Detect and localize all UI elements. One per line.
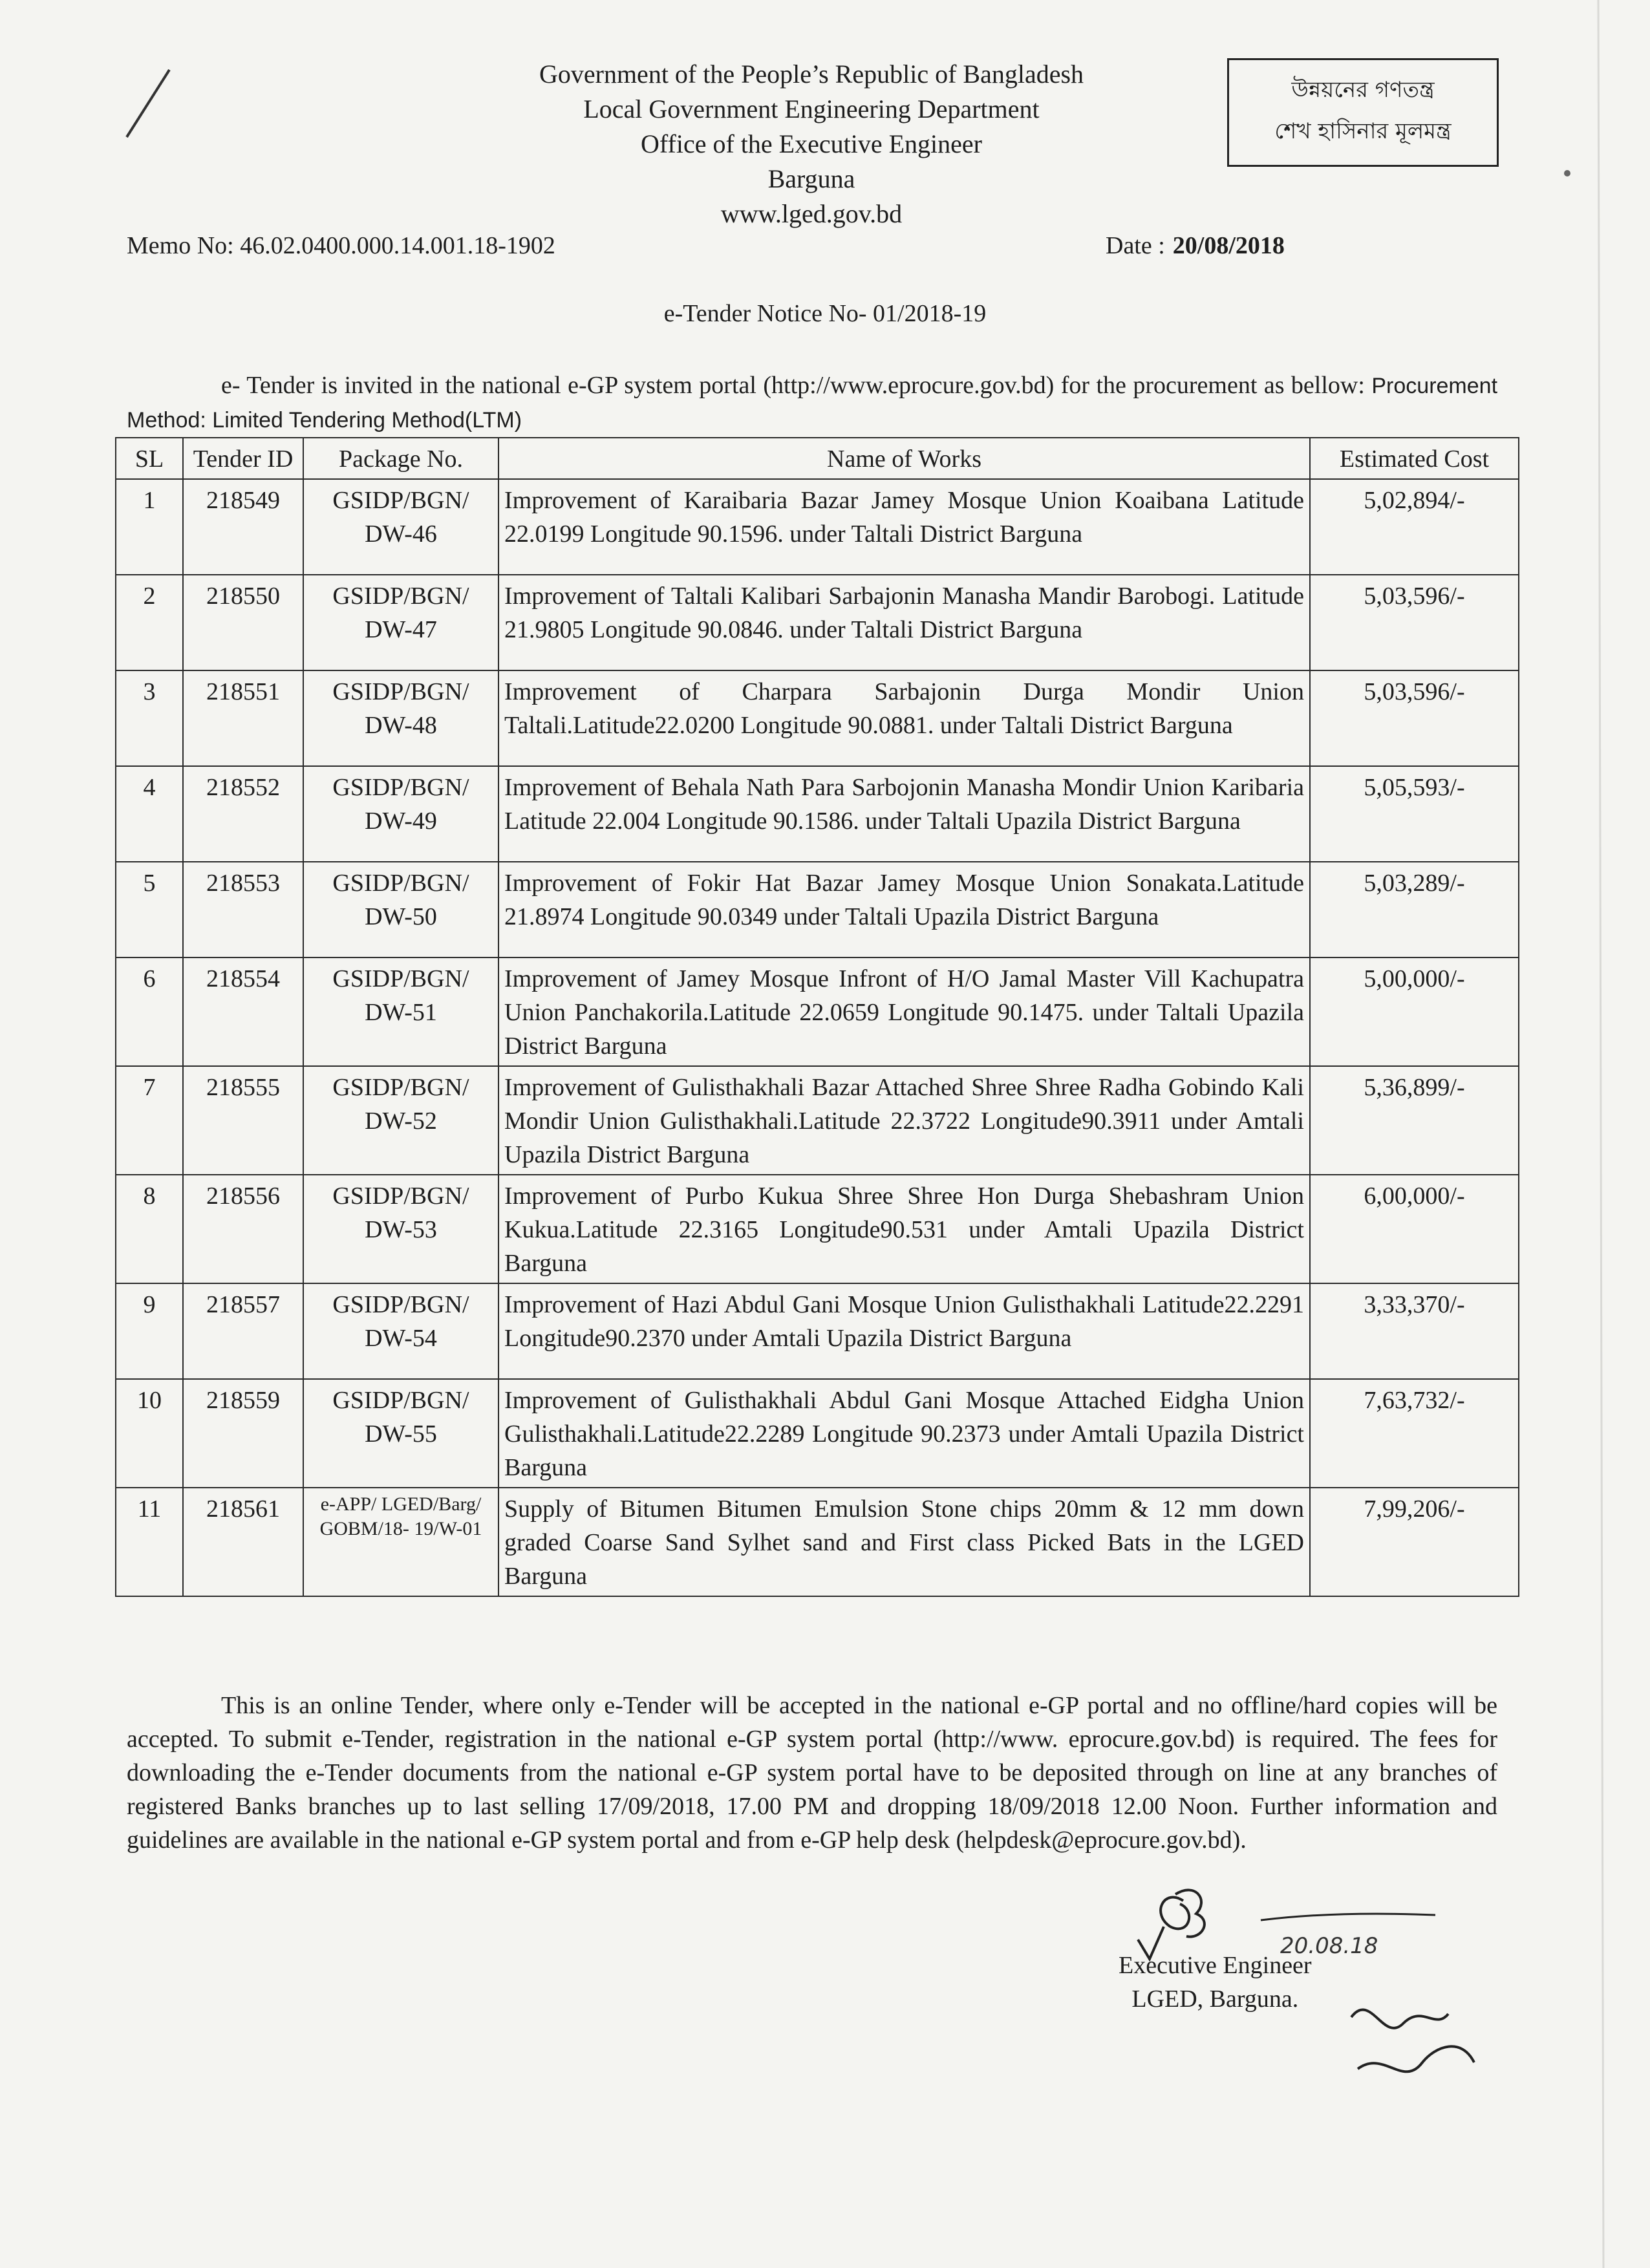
cell-work-name: Improvement of Jamey Mosque Infront of H/O Jamal Master Vill Kachupatra Union Panchakorila.Latitude 22.0659 Longitude 90.1475. under Taltali Upazila District Barguna: [498, 957, 1310, 1066]
table-row: [116, 479, 1519, 575]
cell-work-name: Improvement of Karaibaria Bazar Jamey Mosque Union Koaibana Latitude 22.0199 Longitude 90.1596. under Taltali District Barguna: [498, 479, 1310, 575]
table-row: [116, 670, 1519, 766]
cell-tender-id: 218550: [183, 575, 303, 670]
cell-tender-id: 218557: [183, 1283, 303, 1379]
procurement-method: Procurement Method: Limited Tendering Method(LTM): [127, 374, 1498, 433]
date-label: Date :: [1106, 232, 1165, 259]
cell-package: GSIDP/BGN/ DW-52: [303, 1066, 498, 1175]
col-header-cost: Estimated Cost: [1310, 438, 1519, 479]
table-row: [116, 1066, 1519, 1175]
date-value: 20/08/2018: [1172, 232, 1285, 259]
table-row: [116, 1488, 1519, 1596]
cell-package: GSIDP/BGN/ DW-49: [303, 766, 498, 862]
cell-cost: 5,36,899/-: [1310, 1066, 1519, 1175]
cell-work-name: Improvement of Gulisthakhali Abdul Gani Mosque Attached Eidgha Union Gulisthakhali.Latitude22.2289 Longitude 90.2373 under Amtali Upazila District Barguna: [498, 1379, 1310, 1488]
cell-package: GSIDP/BGN/ DW-53: [303, 1175, 498, 1283]
cell-package: e-APP/ LGED/Barg/ GOBM/18- 19/W-01: [303, 1488, 498, 1596]
letterhead: [388, 57, 1235, 231]
cell-sl: 11: [116, 1488, 183, 1596]
website-link[interactable]: www.lged.gov.bd: [720, 199, 903, 228]
table-row: [116, 1379, 1519, 1488]
punch-dot: [1564, 170, 1570, 177]
cell-work-name: Improvement of Hazi Abdul Gani Mosque Union Gulisthakhali Latitude22.2291 Longitude90.2370 under Amtali Upazila District Barguna: [498, 1283, 1310, 1379]
cell-sl: 4: [116, 766, 183, 862]
cell-sl: 1: [116, 479, 183, 575]
table-row: [116, 1175, 1519, 1283]
cell-sl: 10: [116, 1379, 183, 1488]
cell-cost: 6,00,000/-: [1310, 1175, 1519, 1283]
table-row: [116, 1283, 1519, 1379]
intro-text: e- Tender is invited in the national e-GP system portal (http://www.eprocure.gov.bd) for the procurement as bellow:: [221, 372, 1365, 399]
works-table: [115, 437, 1519, 1597]
cell-tender-id: 218555: [183, 1066, 303, 1175]
cell-sl: 6: [116, 957, 183, 1066]
department-name: Local Government Engineering Department: [583, 94, 1040, 123]
cell-package: GSIDP/BGN/ DW-54: [303, 1283, 498, 1379]
signatory-title: Executive Engineer: [1119, 1952, 1312, 1979]
cell-sl: 5: [116, 862, 183, 957]
cell-work-name: Supply of Bitumen Bitumen Emulsion Stone chips 20mm & 12 mm down graded Coarse Sand Sylhet sand and First class Picked Bats in the LGED Barguna: [498, 1488, 1310, 1596]
col-header-sl: SL: [116, 438, 183, 479]
pen-stroke-mark: [127, 70, 169, 137]
district-name: Barguna: [767, 164, 855, 193]
cell-package: GSIDP/BGN/ DW-50: [303, 862, 498, 957]
table-row: [116, 575, 1519, 670]
cell-work-name: Improvement of Purbo Kukua Shree Shree Hon Durga Shebashram Union Kukua.Latitude 22.3165 Longitude90.531 under Amtali Upazila District Barguna: [498, 1175, 1310, 1283]
cell-package: GSIDP/BGN/ DW-46: [303, 479, 498, 575]
cell-tender-id: 218549: [183, 479, 303, 575]
signature-underline: [1261, 1914, 1435, 1920]
cell-package: GSIDP/BGN/ DW-51: [303, 957, 498, 1066]
cell-work-name: Improvement of Fokir Hat Bazar Jamey Mosque Union Sonakata.Latitude 21.8974 Longitude 90.0349 under Taltali Upazila District Barguna: [498, 862, 1310, 957]
cell-sl: 8: [116, 1175, 183, 1283]
cell-cost: 3,33,370/-: [1310, 1283, 1519, 1379]
cell-cost: 7,99,206/-: [1310, 1488, 1519, 1596]
signature-date: 20.08.18: [1280, 1933, 1378, 1959]
cell-tender-id: 218551: [183, 670, 303, 766]
cell-tender-id: 218554: [183, 957, 303, 1066]
cell-tender-id: 218556: [183, 1175, 303, 1283]
signature-scrawl: [1351, 2010, 1474, 2072]
cell-cost: 5,03,596/-: [1310, 670, 1519, 766]
cell-sl: 9: [116, 1283, 183, 1379]
page-edge-shadow: [1598, 0, 1603, 2268]
col-header-package: Package No.: [303, 438, 498, 479]
cell-work-name: Improvement of Charpara Sarbajonin Durga Mondir Union Taltali.Latitude22.0200 Longitude 90.0881. under Taltali District Barguna: [498, 670, 1310, 766]
cell-cost: 5,02,894/-: [1310, 479, 1519, 575]
cell-sl: 7: [116, 1066, 183, 1175]
govt-name: Government of the People’s Republic of Bangladesh: [539, 59, 1084, 89]
cell-cost: 5,05,593/-: [1310, 766, 1519, 862]
cell-tender-id: 218561: [183, 1488, 303, 1596]
cell-tender-id: 218553: [183, 862, 303, 957]
cell-package: GSIDP/BGN/ DW-47: [303, 575, 498, 670]
cell-work-name: Improvement of Gulisthakhali Bazar Attached Shree Shree Radha Gobindo Kali Mondir Union Gulisthakhali.Latitude 22.3722 Longitude90.3911 under Amtali Upazila District Barguna: [498, 1066, 1310, 1175]
slogan-box: [1227, 58, 1499, 167]
notice-title: e-Tender Notice No- 01/2018-19: [663, 300, 987, 327]
table-row: [116, 862, 1519, 957]
cell-package: GSIDP/BGN/ DW-48: [303, 670, 498, 766]
col-header-name: Name of Works: [498, 438, 1310, 479]
cell-cost: 5,03,289/-: [1310, 862, 1519, 957]
intro-paragraph: [127, 369, 1497, 437]
slogan-line-2: শেখ হাসিনার মূলমন্ত্র: [1274, 118, 1452, 144]
terms-paragraph: This is an online Tender, where only e-Tender will be accepted in the national e-GP portal and no offline/hard copies will be accepted. To submit e-Tender, registration in the national e-GP system portal (http://www. eprocure.gov.bd) is required. The fees for downloading the e-Tender documents from the national e-GP system portal have to be deposited through on line at any branches of registered Banks branches up to last selling 17/09/2018, 17.00 PM and dropping 18/09/2018 12.00 Noon. Further information and guidelines are available in the national e-GP system portal and from e-GP help desk (helpdesk@eprocure.gov.bd).: [127, 1692, 1497, 1854]
cell-tender-id: 218552: [183, 766, 303, 862]
col-header-tender-id: Tender ID: [183, 438, 303, 479]
memo-number: Memo No: 46.02.0400.000.14.001.18-1902: [127, 232, 555, 259]
table-header-row: [116, 438, 1519, 479]
cell-cost: 5,00,000/-: [1310, 957, 1519, 1066]
date-line: [1106, 231, 1285, 260]
office-name: Office of the Executive Engineer: [641, 129, 982, 158]
table-row: [116, 957, 1519, 1066]
table-row: [116, 766, 1519, 862]
cell-cost: 5,03,596/-: [1310, 575, 1519, 670]
signatory-office: LGED, Barguna.: [1131, 1985, 1299, 2013]
signatory-block: [1119, 1949, 1312, 2016]
cell-work-name: Improvement of Taltali Kalibari Sarbajonin Manasha Mandir Barobogi. Latitude 21.9805 Longitude 90.0846. under Taltali District Barguna: [498, 575, 1310, 670]
cell-package: GSIDP/BGN/ DW-55: [303, 1379, 498, 1488]
cell-work-name: Improvement of Behala Nath Para Sarbojonin Manasha Mondir Union Karibaria Latitude 22.004 Longitude 90.1586. under Taltali Upazila District Barguna: [498, 766, 1310, 862]
cell-cost: 7,63,732/-: [1310, 1379, 1519, 1488]
cell-tender-id: 218559: [183, 1379, 303, 1488]
cell-sl: 3: [116, 670, 183, 766]
signature-initials: [1161, 1890, 1205, 1936]
slogan-line-1: উন্নয়নের গণতন্ত্র: [1291, 77, 1435, 103]
cell-sl: 2: [116, 575, 183, 670]
